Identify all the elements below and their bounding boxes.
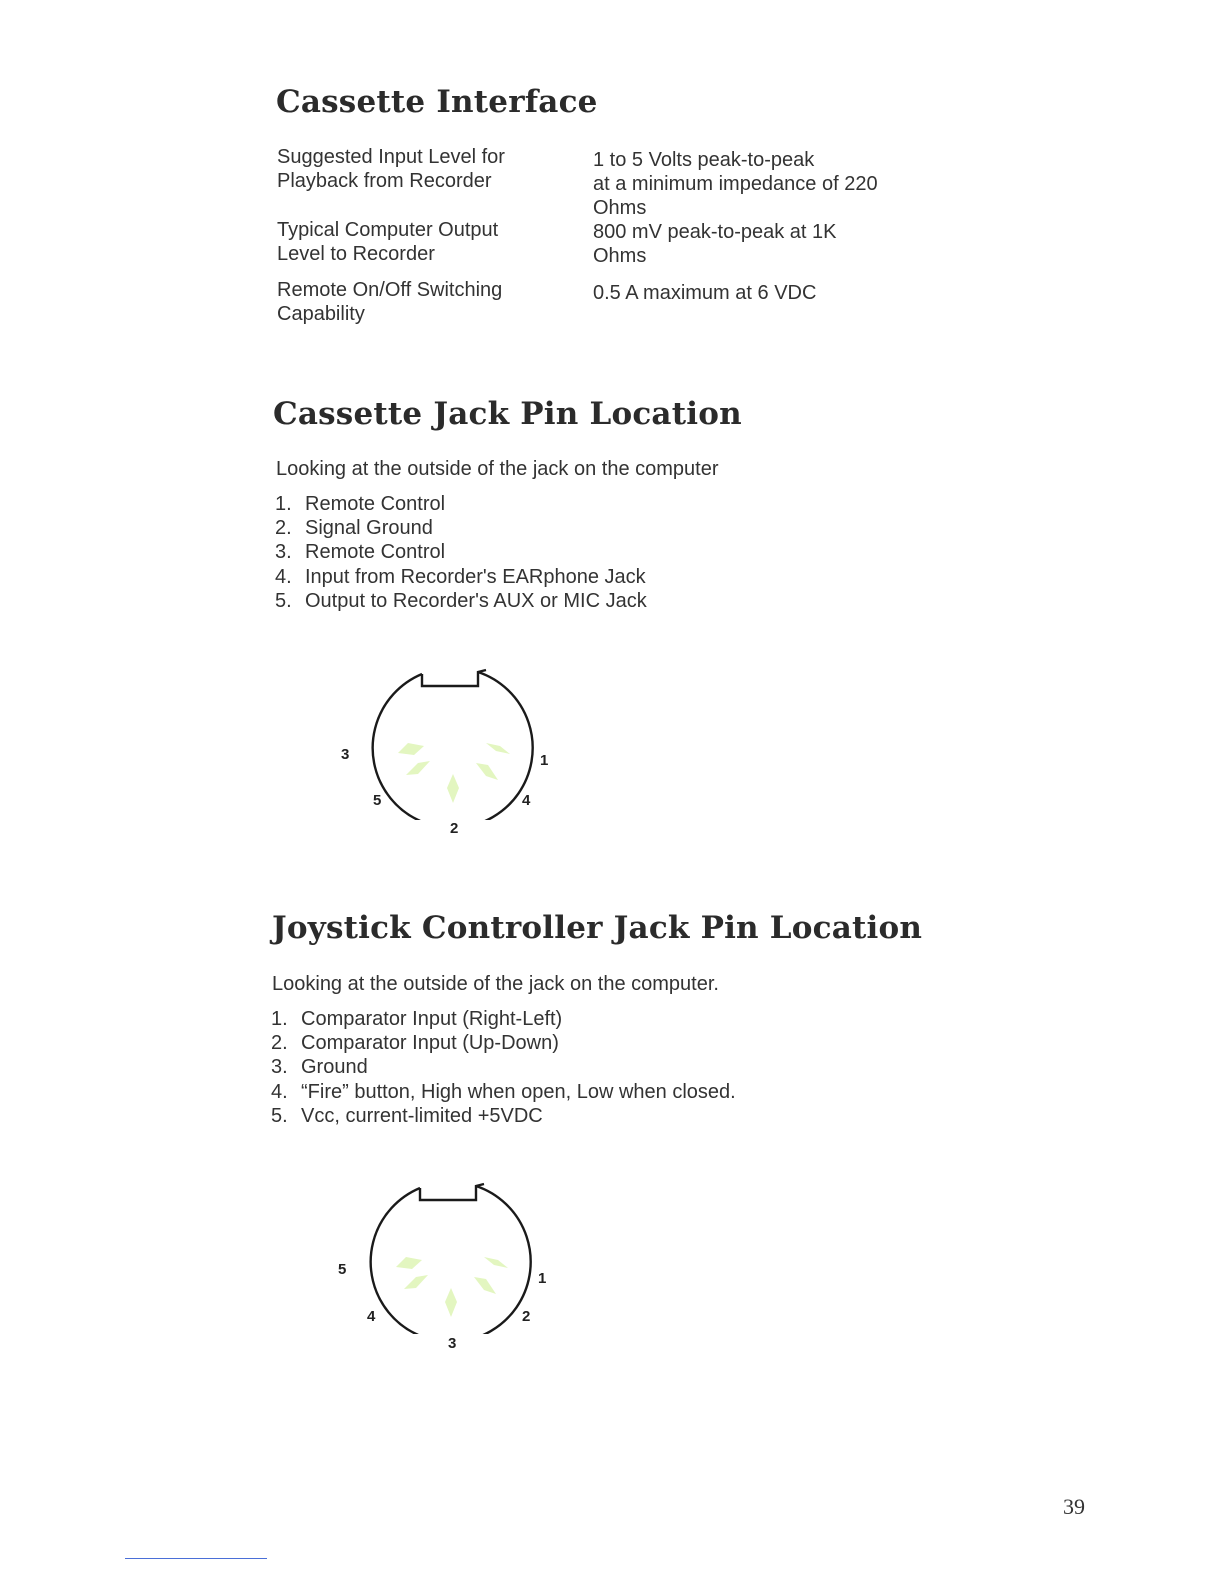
spec-label-line: Level to Recorder (277, 243, 435, 265)
pin-number: 1. (271, 1008, 288, 1030)
pin-description: Output to Recorder's AUX or MIC Jack (305, 589, 647, 612)
pin-number: 3. (271, 1056, 288, 1079)
pin-hole-1 (484, 1257, 508, 1268)
pin-list-item (271, 1031, 736, 1055)
diagram-pin-label: 5 (338, 1261, 347, 1278)
diagram-pin-label: 3 (448, 1335, 457, 1352)
pin-description: “Fire” button, High when open, Low when closed. (301, 1080, 736, 1103)
section-title-cassette-jack: Cassette Jack Pin Location (273, 396, 742, 432)
pin-number: 1. (275, 493, 292, 515)
pin-list-item (271, 1007, 736, 1031)
cassette-jack-intro: Looking at the outside of the jack on the computer (276, 458, 719, 480)
spec-label-line: Typical Computer Output (277, 219, 499, 241)
pin-number: 4. (275, 565, 292, 588)
pin-description: Ground (301, 1056, 368, 1079)
diagram-pin-label: 2 (450, 820, 459, 837)
spec-label-line: Playback from Recorder (277, 170, 492, 192)
pin-number: 2. (275, 517, 292, 540)
pin-description: Comparator Input (Right-Left) (301, 1008, 563, 1030)
pin-list-item (275, 516, 647, 540)
pin-description: Vcc, current-limited +5VDC (301, 1104, 543, 1127)
cassette-pin-list (275, 492, 647, 613)
spec-value-line: at a minimum impedance of 220 (593, 173, 878, 195)
pin-hole-5 (396, 1257, 422, 1269)
jack-notch (420, 1184, 484, 1200)
pin-hole-4 (404, 1275, 428, 1289)
spec-value-line: Ohms (593, 245, 647, 267)
spec-value-output-level (593, 220, 933, 268)
pin-number: 3. (275, 541, 292, 564)
pin-description: Remote Control (305, 493, 446, 515)
spec-label-output-level (277, 218, 577, 266)
section-title-joystick-jack: Joystick Controller Jack Pin Location (272, 910, 923, 946)
pin-number: 2. (271, 1032, 288, 1055)
pin-hole-3 (445, 1288, 457, 1317)
pin-hole-1 (486, 743, 510, 754)
spec-label-line: Remote On/Off Switching (277, 279, 503, 301)
page-number: 39 (1063, 1494, 1085, 1519)
pin-list-item (271, 1055, 736, 1079)
pin-number: 5. (271, 1104, 288, 1127)
diagram-pin-label: 1 (538, 1270, 547, 1287)
joystick-jack-intro: Looking at the outside of the jack on the computer. (272, 973, 719, 995)
diagram-pin-label: 4 (522, 792, 531, 809)
diagram-pin-label: 4 (367, 1308, 376, 1325)
joystick-pin-list (271, 1007, 736, 1128)
diagram-pin-label: 2 (522, 1308, 531, 1325)
spec-value-line: 1 to 5 Volts peak-to-peak (593, 149, 815, 171)
pin-description: Comparator Input (Up-Down) (301, 1032, 559, 1055)
pin-hole-2 (447, 774, 459, 803)
pin-list-item (275, 565, 647, 589)
pin-list-item (275, 540, 647, 564)
pin-list-item (271, 1080, 736, 1104)
spec-value-line: Ohms (593, 197, 647, 219)
pin-description: Input from Recorder's EARphone Jack (305, 565, 646, 588)
pin-hole-2 (474, 1277, 496, 1294)
pin-description: Signal Ground (305, 517, 433, 540)
spec-label-line: Capability (277, 303, 365, 325)
footer-divider (125, 1558, 267, 1559)
spec-value-line: 800 mV peak-to-peak at 1K (593, 221, 837, 243)
pin-description: Remote Control (305, 541, 446, 564)
pin-list-item (271, 1104, 736, 1128)
spec-value-input-level (593, 148, 933, 220)
diagram-pin-label: 3 (341, 746, 350, 763)
section-title-cassette-interface: Cassette Interface (276, 84, 598, 120)
spec-value-line: 0.5 A maximum at 6 VDC (593, 282, 817, 304)
joystick-jack-diagram (358, 1164, 548, 1334)
diagram-pin-label: 1 (540, 752, 549, 769)
pin-number: 5. (275, 589, 292, 612)
pin-list-item (275, 589, 647, 613)
pin-hole-5 (406, 761, 430, 775)
pin-hole-4 (476, 763, 498, 780)
jack-notch (422, 670, 486, 686)
spec-label-remote-switching (277, 278, 577, 326)
diagram-pin-label: 5 (373, 792, 382, 809)
spec-label-line: Suggested Input Level for (277, 146, 505, 168)
pin-hole-3 (398, 743, 424, 755)
spec-value-remote-switching (593, 281, 933, 305)
pin-number: 4. (271, 1080, 288, 1103)
spec-label-input-level (277, 145, 577, 193)
pin-list-item (275, 492, 647, 516)
